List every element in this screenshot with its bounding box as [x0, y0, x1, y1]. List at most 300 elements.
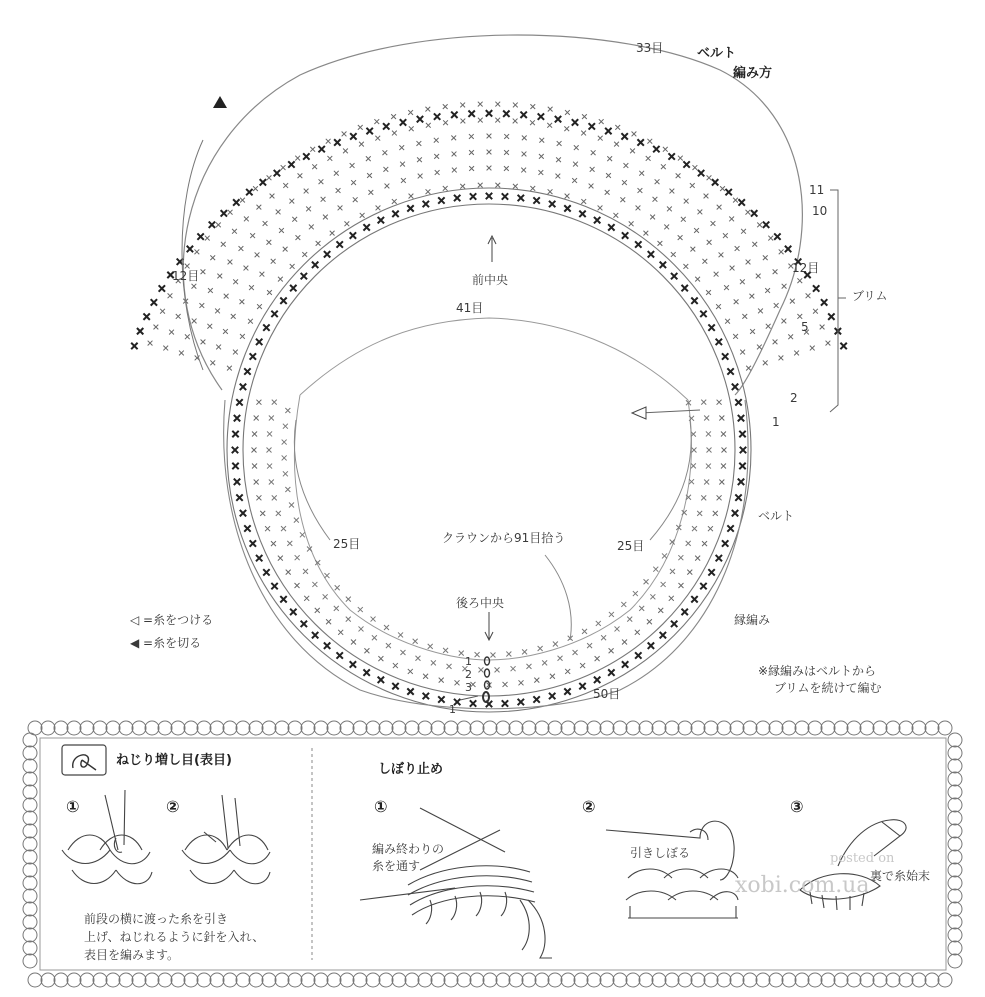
frame-loop — [314, 973, 328, 987]
stitch-symbol — [487, 150, 492, 155]
stitch-symbol — [460, 184, 465, 189]
stitch-symbol — [653, 197, 658, 202]
stitch-symbol — [234, 415, 240, 421]
stitch-symbol — [486, 193, 492, 199]
stitch-symbol — [452, 168, 457, 173]
stitch-symbol — [269, 480, 274, 485]
stitch-symbol — [215, 309, 220, 314]
stitch-symbol — [431, 660, 436, 665]
frame-loop — [535, 973, 549, 987]
note-line2: ブリムを続けて編む — [774, 681, 882, 695]
stitch-symbol — [415, 656, 420, 661]
stitch-symbol — [653, 567, 658, 572]
stitch-symbol — [244, 217, 249, 222]
stitch-symbol — [391, 114, 396, 119]
twist-desc-line2: 上げ、ねじれるように針を入れ、 — [84, 930, 265, 944]
stitch-symbol — [826, 341, 831, 346]
stitch-symbol — [393, 663, 398, 668]
frame-loop — [899, 721, 913, 735]
stitch-symbol — [712, 179, 718, 185]
stitch-symbol — [312, 632, 318, 638]
stitch-symbol — [635, 652, 641, 658]
legend-cut: ◀ =糸を切る — [130, 636, 202, 650]
stitch-symbol — [820, 325, 825, 330]
frame-loop — [808, 721, 822, 735]
stitch-symbol — [513, 119, 518, 124]
stitch-symbol — [722, 353, 728, 359]
stitch-symbol — [256, 495, 261, 500]
count-25-leader-right — [650, 420, 691, 540]
stitch-symbol — [690, 183, 695, 188]
stitch-symbol — [788, 334, 793, 339]
belt-inner-outline — [294, 395, 691, 660]
stitch-symbol — [534, 678, 539, 683]
frame-loop — [171, 973, 185, 987]
row-11-label: 11 — [809, 183, 825, 197]
stitch-symbol — [312, 582, 317, 587]
brim-bracket — [830, 190, 846, 412]
stitch-symbol — [283, 471, 288, 476]
frame-loop — [106, 973, 120, 987]
stitch-symbol — [720, 186, 725, 191]
stitch-symbol — [697, 210, 702, 215]
row-1-label: 1 — [772, 415, 780, 429]
stitch-symbol — [486, 110, 492, 116]
stitch-symbol — [653, 146, 659, 152]
frame-loop — [756, 721, 770, 735]
stitch-symbol — [205, 236, 210, 241]
stitch-symbol — [663, 147, 668, 152]
stitch-symbol — [343, 148, 348, 153]
stitch-symbol — [722, 448, 727, 453]
stitch-symbol — [417, 116, 423, 122]
yarn-cut-mark — [213, 96, 227, 108]
stitch-symbol — [267, 464, 272, 469]
stitch-symbol — [239, 246, 244, 251]
frame-loop — [23, 746, 37, 760]
stitch-symbol — [589, 123, 595, 129]
gather-step-2-illustration — [606, 821, 738, 918]
stitch-symbol — [763, 360, 768, 365]
stitch-symbol — [210, 255, 215, 260]
stitch-symbol — [289, 199, 294, 204]
stitch-symbol — [580, 663, 585, 668]
stitch-symbol — [267, 175, 272, 180]
stitch-symbol — [408, 669, 413, 674]
frame-loop — [210, 721, 224, 735]
stitch-symbol — [295, 583, 300, 588]
stitch-symbol — [487, 166, 492, 171]
frame-loop — [145, 721, 159, 735]
stitch-symbol — [697, 511, 702, 516]
stitch-symbol — [451, 112, 457, 118]
stitch-symbol — [757, 345, 762, 350]
stitch-symbol — [228, 210, 233, 215]
stitch-symbol — [163, 346, 168, 351]
stitch-symbol — [548, 107, 553, 112]
stitch-symbol — [553, 641, 558, 646]
stitch-symbol — [363, 224, 369, 230]
stitch-symbol — [638, 188, 643, 193]
twist-desc-line3: 表目を編みます。 — [84, 948, 180, 962]
frame-loop — [948, 863, 962, 877]
stitch-symbol — [418, 174, 423, 179]
stitch-symbol — [495, 102, 500, 107]
stitch-symbol — [312, 262, 318, 268]
stitch-symbol — [587, 643, 592, 648]
stitch-symbol — [730, 266, 735, 271]
stitch-symbol — [660, 262, 666, 268]
frame-loop — [80, 973, 94, 987]
frame-loop — [132, 721, 146, 735]
stitch-symbol — [702, 259, 707, 264]
stitch-symbol — [280, 298, 286, 304]
stitch-symbol — [426, 189, 431, 194]
stitch-symbol — [131, 343, 137, 349]
stitch-symbol — [632, 132, 637, 137]
stitch-symbol — [350, 661, 356, 667]
stitch-symbol — [337, 652, 343, 658]
stitch-symbol — [210, 360, 215, 365]
stitch-symbol — [644, 579, 649, 584]
frame-loop — [340, 721, 354, 735]
stitch-symbol — [669, 189, 674, 194]
stitch-symbol — [704, 415, 709, 420]
frame-loop — [483, 973, 497, 987]
frame-loop — [184, 973, 198, 987]
stitch-symbol — [400, 162, 405, 167]
stitch-symbol — [294, 518, 299, 523]
stitch-symbol — [609, 612, 614, 617]
frame-loop — [314, 721, 328, 735]
stitch-symbol — [630, 148, 635, 153]
stitch-symbol — [565, 669, 570, 674]
frame-loop — [158, 973, 172, 987]
stitch-symbol — [271, 311, 277, 317]
stitch-symbol — [253, 186, 258, 191]
stitch-symbol — [257, 304, 262, 309]
stitch-symbol — [607, 156, 612, 161]
stitch-symbol — [739, 463, 745, 469]
frame-loop — [223, 721, 237, 735]
frame-loop — [67, 721, 81, 735]
stitch-symbol — [707, 240, 712, 245]
stitch-symbol — [735, 399, 741, 405]
stitch-symbol — [717, 495, 722, 500]
stitch-symbol — [423, 674, 428, 679]
stitch-symbol — [240, 334, 245, 339]
stitch-symbol — [691, 298, 697, 304]
stitch-symbol — [735, 246, 740, 251]
frame-loop — [405, 721, 419, 735]
pickup-label: クラウンから91目拾う — [442, 531, 566, 545]
stitch-symbol — [137, 328, 143, 334]
stitch-symbol — [749, 294, 754, 299]
stitch-symbol — [321, 197, 326, 202]
frame-loop — [496, 973, 510, 987]
frame-loop — [678, 973, 692, 987]
stitch-symbol — [794, 351, 799, 356]
stitch-symbol — [223, 329, 228, 334]
stitch-symbol — [260, 511, 265, 516]
stitch-symbol — [701, 400, 706, 405]
stitch-symbol — [426, 123, 431, 128]
stitch-symbol — [334, 606, 339, 611]
back-center-label: 後ろ中央 — [456, 596, 505, 610]
stitch-symbol — [301, 273, 307, 279]
frame-loop — [948, 824, 962, 838]
frame-loop — [561, 721, 575, 735]
stitch-symbol — [727, 525, 733, 531]
frame-loop — [236, 721, 250, 735]
frame-loop — [730, 721, 744, 735]
count-25-left-label: 25目 — [333, 537, 361, 551]
stitch-symbol — [400, 119, 406, 125]
twist-step-2-illustration — [182, 795, 270, 884]
stitch-symbol — [148, 341, 153, 346]
stitch-symbol — [550, 674, 555, 679]
stitch-symbol — [334, 171, 339, 176]
frame-loop — [717, 721, 731, 735]
stitch-symbol — [252, 448, 257, 453]
frame-loop — [106, 721, 120, 735]
stitch-symbol — [283, 247, 288, 252]
stitch-symbol — [613, 213, 618, 218]
stitch-symbol — [574, 145, 579, 150]
stitch-symbol — [692, 526, 697, 531]
stitch-symbol — [637, 139, 643, 145]
stitch-symbol — [719, 252, 724, 257]
frame-loop — [23, 954, 37, 968]
stitch-symbol — [745, 210, 750, 215]
count-41-label: 41目 — [456, 301, 484, 315]
frame-loop — [769, 973, 783, 987]
stitch-symbol — [813, 285, 819, 291]
stitch-symbol — [216, 345, 221, 350]
stitch-symbol — [700, 583, 706, 589]
stitch-symbol — [738, 199, 744, 205]
stitch-symbol — [179, 351, 184, 356]
stitch-symbol — [622, 232, 628, 238]
stitch-symbol — [244, 266, 249, 271]
frame-loop — [948, 915, 962, 929]
stitch-symbol — [733, 198, 738, 203]
frame-loop — [496, 721, 510, 735]
weave-in-label: 裏で糸始末 — [870, 869, 931, 883]
stitch-symbol — [425, 107, 430, 112]
frame-loop — [691, 973, 705, 987]
back-center-arrow — [485, 612, 493, 640]
stitch-symbol — [374, 119, 379, 124]
stitch-symbol — [478, 102, 483, 107]
stitch-symbol — [700, 311, 706, 317]
frame-loop — [782, 973, 796, 987]
stitch-symbol — [538, 113, 544, 119]
stitch-symbol — [732, 510, 738, 516]
stitch-symbol — [221, 242, 226, 247]
stitch-symbol — [246, 189, 252, 195]
stitch-symbol — [185, 264, 190, 269]
stitch-symbol — [495, 183, 500, 188]
stitch-symbol — [595, 656, 600, 661]
stitch-symbol — [350, 232, 356, 238]
stitch-symbol — [233, 279, 238, 284]
right-step-3: ③ — [790, 797, 804, 816]
pass-yarn-line2: 糸を通す — [372, 859, 421, 873]
yarn-attach-line — [640, 410, 700, 413]
stitch-symbol — [435, 170, 440, 175]
stitch-symbol — [719, 479, 724, 484]
frame-loop — [288, 721, 302, 735]
stitch-symbol — [704, 194, 709, 199]
frame-loop — [301, 721, 315, 735]
stitch-symbol — [434, 138, 439, 143]
stitch-symbol — [443, 120, 448, 125]
stitch-symbol — [556, 157, 561, 162]
frame-loop — [23, 928, 37, 942]
stitch-symbol — [240, 198, 245, 203]
frame-loop — [925, 973, 939, 987]
stitch-symbol — [475, 652, 480, 657]
stitch-symbol — [694, 228, 699, 233]
stitch-symbol — [185, 334, 190, 339]
stitch-symbol — [324, 573, 329, 578]
stitch-symbol — [413, 639, 418, 644]
right-step-1: ① — [374, 797, 388, 816]
stitch-symbol — [573, 162, 578, 167]
stitch-symbol — [682, 510, 687, 515]
stitch-symbol — [692, 448, 697, 453]
frame-loop — [23, 811, 37, 825]
frame-loop — [210, 973, 224, 987]
stitch-symbol — [582, 629, 587, 634]
stitch-symbol — [579, 211, 585, 217]
frame-loop — [743, 973, 757, 987]
stitch-symbol — [478, 667, 483, 672]
stitch-symbol — [470, 193, 476, 199]
stitch-symbol — [741, 229, 746, 234]
right-step-2: ② — [582, 797, 596, 816]
stitch-symbol — [256, 555, 262, 561]
stitch-symbol — [671, 621, 677, 627]
stitch-symbol — [598, 206, 603, 211]
stitch-symbol — [199, 303, 204, 308]
stitch-symbol — [635, 241, 641, 247]
stitch-symbol — [298, 173, 303, 178]
stitch-symbol — [231, 314, 236, 319]
stitch-symbol — [384, 625, 389, 630]
frame-loop — [23, 798, 37, 812]
stitch-symbol — [267, 431, 272, 436]
stitch-symbol — [376, 206, 381, 211]
frame-loop — [67, 973, 81, 987]
stitch-symbol — [648, 251, 654, 257]
stitch-symbol — [358, 125, 363, 130]
frame-loop — [41, 721, 55, 735]
stitch-symbol — [280, 596, 286, 602]
frame-loop — [743, 721, 757, 735]
stitch-symbol — [723, 233, 728, 238]
stitch-symbol — [765, 288, 770, 293]
stitch-symbol — [530, 186, 535, 191]
stitch-symbol — [601, 635, 606, 640]
frame-loop — [236, 973, 250, 987]
frame-loop — [948, 811, 962, 825]
stitch-symbol — [303, 569, 308, 574]
stitch-symbol — [283, 424, 288, 429]
stitch-symbol — [533, 197, 539, 203]
stitch-symbol — [323, 215, 328, 220]
stitch-symbol — [351, 180, 356, 185]
stitch-symbol — [660, 632, 666, 638]
stitch-symbol — [244, 368, 250, 374]
stitch-symbol — [518, 699, 524, 705]
stitch-symbol — [197, 233, 203, 239]
stitch-symbol — [773, 269, 778, 274]
technique-icon — [62, 745, 106, 775]
frame-loop — [275, 973, 289, 987]
stitch-symbol — [168, 293, 173, 298]
stitch-symbol — [217, 274, 222, 279]
stitch-symbol — [260, 179, 266, 185]
stitch-symbol — [785, 246, 791, 252]
stitch-symbol — [256, 339, 262, 345]
stitch-symbol — [661, 164, 666, 169]
stitch-symbol — [358, 607, 363, 612]
stitch-symbol — [683, 161, 689, 167]
stitch-symbol — [608, 224, 614, 230]
stitch-symbol — [272, 495, 277, 500]
count-50-label: 50目 — [593, 687, 621, 701]
stitch-symbol — [295, 235, 300, 240]
stitch-symbol — [695, 556, 700, 561]
belt-label: ベルト — [758, 509, 795, 523]
stitch-symbol — [271, 583, 277, 589]
stitch-symbol — [742, 314, 747, 319]
stitch-symbol — [392, 199, 397, 204]
stitch-symbol — [513, 103, 518, 108]
stitch-symbol — [378, 677, 384, 683]
stitch-symbol — [707, 448, 712, 453]
frame-loop — [93, 721, 107, 735]
stitch-symbol — [655, 179, 660, 184]
stitch-symbol — [647, 139, 652, 144]
stitch-symbol — [227, 366, 232, 371]
stitch-symbol — [627, 617, 632, 622]
stitch-symbol — [367, 173, 372, 178]
stitch-symbol — [706, 290, 711, 295]
frame-loop — [23, 824, 37, 838]
stitch-symbol — [240, 384, 246, 390]
stitch-symbol — [725, 319, 730, 324]
stitch-symbol — [713, 511, 718, 516]
stitch-symbol — [605, 128, 611, 134]
count-12-left-label: 12目 — [172, 269, 200, 283]
frame-loop — [912, 721, 926, 735]
stitch-symbol — [608, 669, 614, 675]
stitch-symbol — [207, 324, 212, 329]
stitch-symbol — [725, 189, 731, 195]
frame-loop — [948, 772, 962, 786]
stitch-symbol — [201, 339, 206, 344]
stitch-symbol — [323, 594, 328, 599]
stitch-symbol — [295, 156, 300, 161]
stitch-symbol — [513, 184, 518, 189]
stitch-symbol — [682, 609, 688, 615]
stitch-symbol — [336, 188, 341, 193]
stitch-symbol — [678, 583, 683, 588]
stitch-symbol — [773, 339, 778, 344]
